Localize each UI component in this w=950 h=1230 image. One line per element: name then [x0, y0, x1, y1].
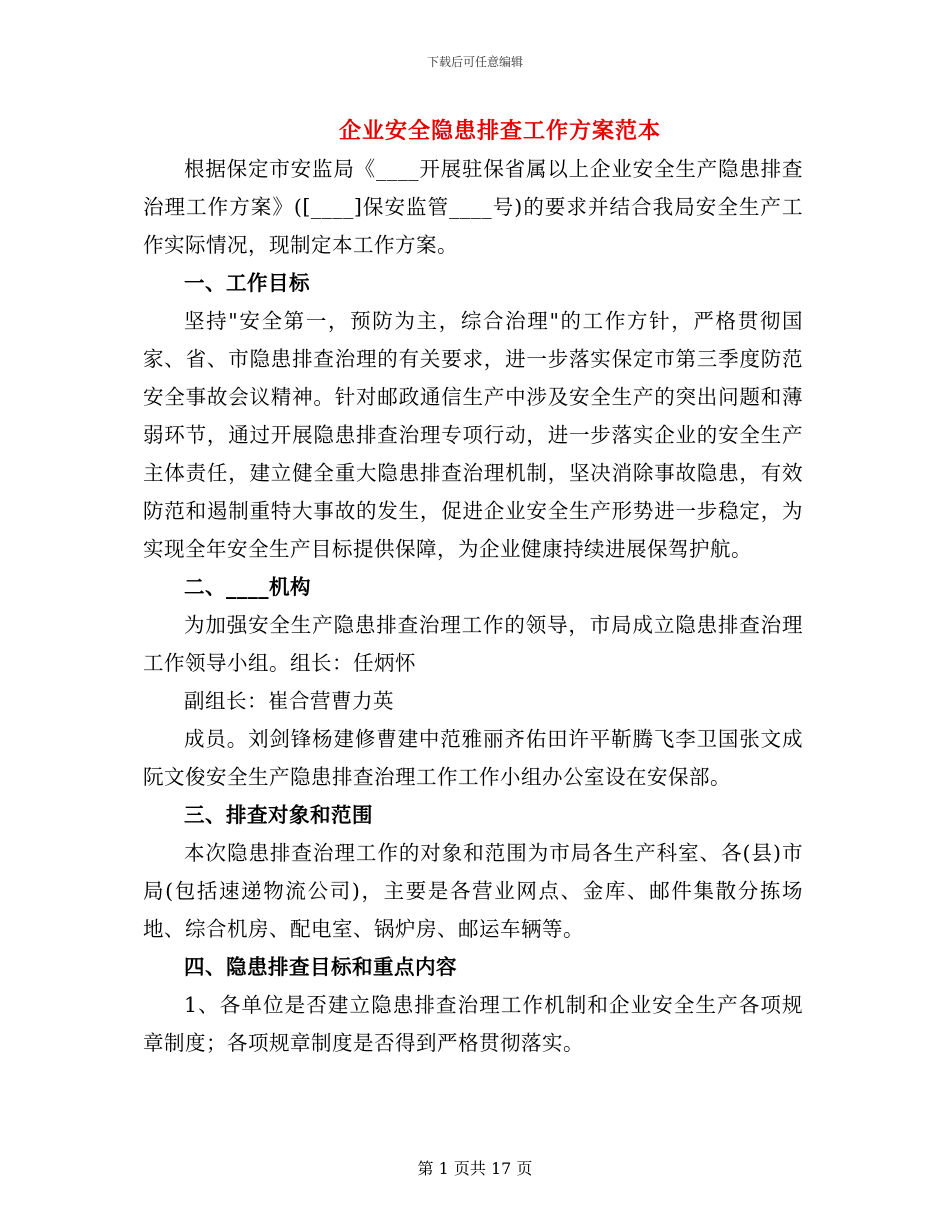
document-title: 企业安全隐患排查工作方案范本	[338, 118, 661, 144]
deputy-leaders-paragraph: 副组长：崔合营曹力英	[184, 689, 394, 713]
page-footer: 第 1 页共 17 页	[417, 1159, 533, 1178]
section-heading-scope: 三、排查对象和范围	[184, 803, 373, 827]
intro-paragraph: 根据保定市安监局《____开展驻保省属以上企业安全生产隐患排查治理工作方案》([____]保安监管____号)的要求并结合我局安全生产工作实际情况，现制定本工作方案。	[143, 157, 803, 257]
members-paragraph: 成员。刘剑锋杨建修曹建中范雅丽齐佑田许平靳腾飞李卫国张文成阮文俊安全生产隐患排查治理工作工作小组办公室设在安保部。	[143, 727, 803, 789]
goals-paragraph: 坚持"安全第一，预防为主，综合治理"的工作方针，严格贯彻国家、省、市隐患排查治理的有关要求，进一步落实保定市第三季度防范安全事故会议精神。针对邮政通信生产中涉及安全生产的突出问题和薄弱环节，通过开展隐患排查治理专项行动，进一步落实企业的安全生产主体责任，建立健全重大隐患排查治理机制，坚决消除事故隐患，有效防范和遏制重特大事故的发生，促进企业安全生产形势进一步稳定，为实现全年安全生产目标提供保障，为企业健康持续进展保驾护航。	[143, 309, 803, 561]
header-note: 下载后可任意编辑	[426, 55, 523, 69]
scope-paragraph: 本次隐患排查治理工作的对象和范围为市局各生产科室、各(县)市局(包括速递物流公司)，主要是各营业网点、金库、邮件集散分拣场地、综合机房、配电室、锅炉房、邮运车辆等。	[143, 841, 803, 941]
section-heading-key-content: 四、隐患排查目标和重点内容	[184, 955, 457, 979]
organization-paragraph: 为加强安全生产隐患排查治理工作的领导，市局成立隐患排查治理工作领导小组。组长：任炳怀	[143, 613, 803, 675]
section-heading-goals: 一、工作目标	[184, 271, 310, 295]
document-body	[143, 150, 803, 1062]
key-content-item-1: 1、各单位是否建立隐患排查治理工作机制和企业安全生产各项规章制度；各项规章制度是否得到严格贯彻落实。	[143, 993, 803, 1055]
section-heading-organization: 二、____机构	[184, 575, 311, 599]
